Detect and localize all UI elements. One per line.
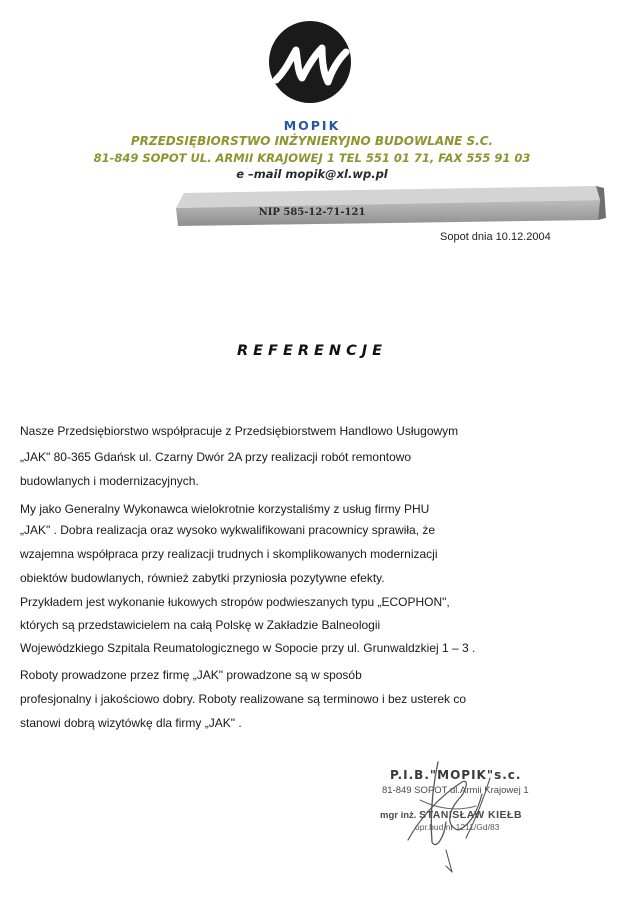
company-email: e –mail mopik@xl.wp.pl bbox=[236, 167, 388, 181]
body-line: „JAK" . Dobra realizacja oraz wysoko wykwalifikowani pracownicy sprawiła, że bbox=[20, 523, 436, 537]
stamp-license: upr.bud.nr 1211/Gd/83 bbox=[415, 822, 500, 832]
body-line: wzajemna współpraca przy realizacji trudnych i skomplikowanych modernizacji bbox=[20, 547, 438, 561]
body-line: My jako Generalny Wykonawca wielokrotnie korzystaliśmy z usług firmy PHU bbox=[20, 502, 430, 516]
company-address: 81-849 SOPOT UL. ARMII KRAJOWEJ 1 TEL 551 01 71, FAX 555 91 03 bbox=[93, 151, 531, 165]
body-line: których są przedstawicielem na całą Polskę w Zakładzie Balneologii bbox=[20, 618, 381, 632]
company-name: MOPIK bbox=[283, 118, 341, 133]
body-line: budowlanych i modernizacyjnych. bbox=[20, 474, 199, 488]
body-line: obiektów budowlanych, również zabytki przyniosła pozytywne efekty. bbox=[20, 571, 385, 585]
company-type: PRZEDSIĘBIORSTWO INŻYNIERYJNO BUDOWLANE S.C. bbox=[130, 134, 494, 148]
body-line: profesjonalny i jakościowo dobry. Roboty realizowane są terminowo i bez usterek co bbox=[20, 692, 466, 706]
body-line: „JAK" 80-365 Gdańsk ul. Czarny Dwór 2A przy realizacji robót remontowo bbox=[20, 450, 412, 464]
body-line: Przykładem jest wykonanie łukowych stropów podwieszanych typu „ECOPHON", bbox=[20, 595, 450, 609]
body-line: Roboty prowadzone przez firmę „JAK" prowadzone są w sposób bbox=[20, 668, 362, 682]
stamp-name-prefix: mgr inż. bbox=[380, 810, 420, 821]
nip-number: NIP 585-12-71-121 bbox=[258, 207, 366, 218]
letter-date: Sopot dnia 10.12.2004 bbox=[440, 231, 551, 243]
body-line: Wojewódzkiego Szpitala Reumatologicznego w Sopocie przy ul. Grunwaldzkiej 1 – 3 . bbox=[20, 641, 476, 655]
body-line: stanowi dobrą wizytówkę dla firmy „JAK" . bbox=[20, 716, 242, 730]
body-line: Nasze Przedsiębiorstwo współpracuje z Przedsiębiorstwem Handlowo Usługowym bbox=[20, 424, 459, 438]
stamp-name-text: STANISŁAW KIEŁB bbox=[419, 809, 523, 821]
document-title: REFERENCJE bbox=[236, 343, 388, 359]
stamp-address: 81-849 SOPOT ul.Armii Krajowej 1 bbox=[382, 785, 529, 796]
stamp-title: P.I.B."MOPIK"s.c. bbox=[390, 768, 522, 782]
